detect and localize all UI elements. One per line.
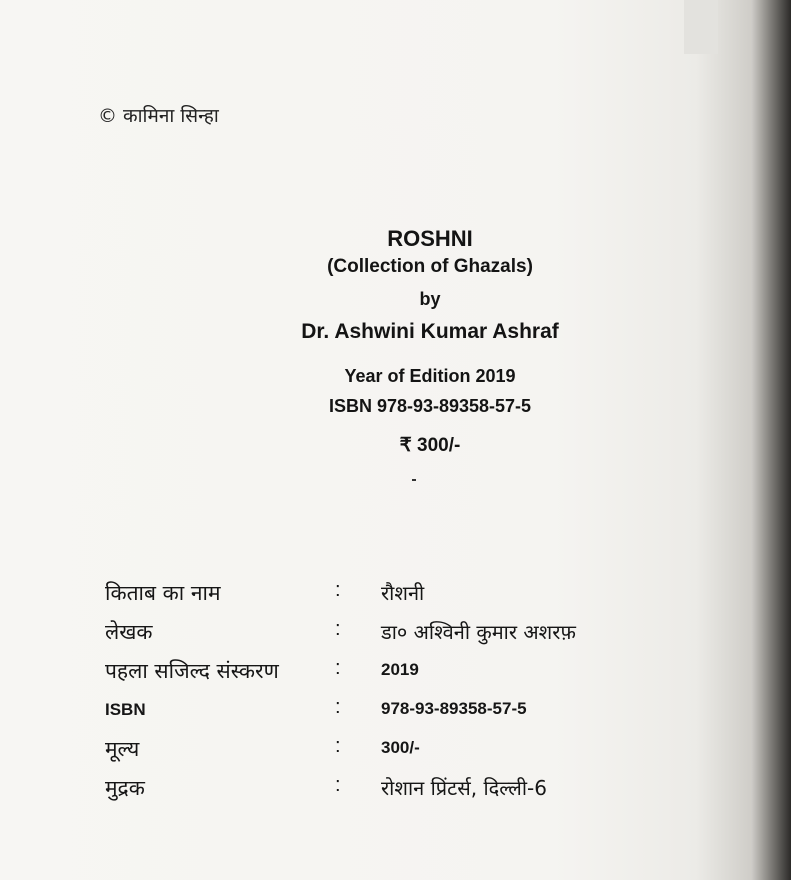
detail-label: किताब का नाम: [105, 581, 221, 605]
price-line: ₹ 300/-: [399, 435, 461, 456]
detail-row-author: [105, 614, 665, 653]
detail-value: 978-93-89358-57-5: [381, 699, 527, 718]
detail-label: लेखक: [105, 620, 153, 644]
author-name: Dr. Ashwini Kumar Ashraf: [301, 320, 559, 343]
detail-value: डा० अश्विनी कुमार अशरफ़: [381, 620, 576, 644]
detail-row-price: [105, 731, 665, 770]
detail-value: 300/-: [381, 738, 420, 757]
detail-value: रोशान प्रिंटर्स, दिल्ली-6: [381, 776, 547, 800]
scan-artifact: [684, 0, 718, 54]
detail-colon: :: [335, 735, 341, 757]
book-subtitle: (Collection of Ghazals): [327, 256, 533, 277]
detail-value: रौशनी: [381, 581, 425, 605]
book-title: ROSHNI: [387, 226, 473, 251]
detail-row-title: [105, 575, 665, 614]
detail-colon: :: [335, 579, 341, 601]
copyright-notice: © कामिना सिन्हा: [98, 105, 219, 127]
book-details-table: [105, 575, 665, 809]
ink-dot: [412, 479, 416, 481]
detail-row-printer: [105, 770, 665, 809]
detail-colon: :: [335, 774, 341, 796]
detail-label: मूल्य: [105, 737, 140, 761]
by-line: by: [419, 289, 441, 309]
detail-value: 2019: [381, 660, 419, 679]
detail-row-isbn: [105, 692, 665, 731]
detail-label: पहला सजिल्द संस्करण: [105, 659, 279, 683]
detail-colon: :: [335, 657, 341, 679]
edition-year: Year of Edition 2019: [344, 366, 516, 386]
detail-label: मुद्रक: [105, 776, 145, 800]
detail-label: ISBN: [105, 700, 146, 719]
detail-row-edition: [105, 653, 665, 692]
detail-colon: :: [335, 618, 341, 640]
isbn-line: ISBN 978-93-89358-57-5: [328, 396, 532, 416]
detail-colon: :: [335, 696, 341, 718]
